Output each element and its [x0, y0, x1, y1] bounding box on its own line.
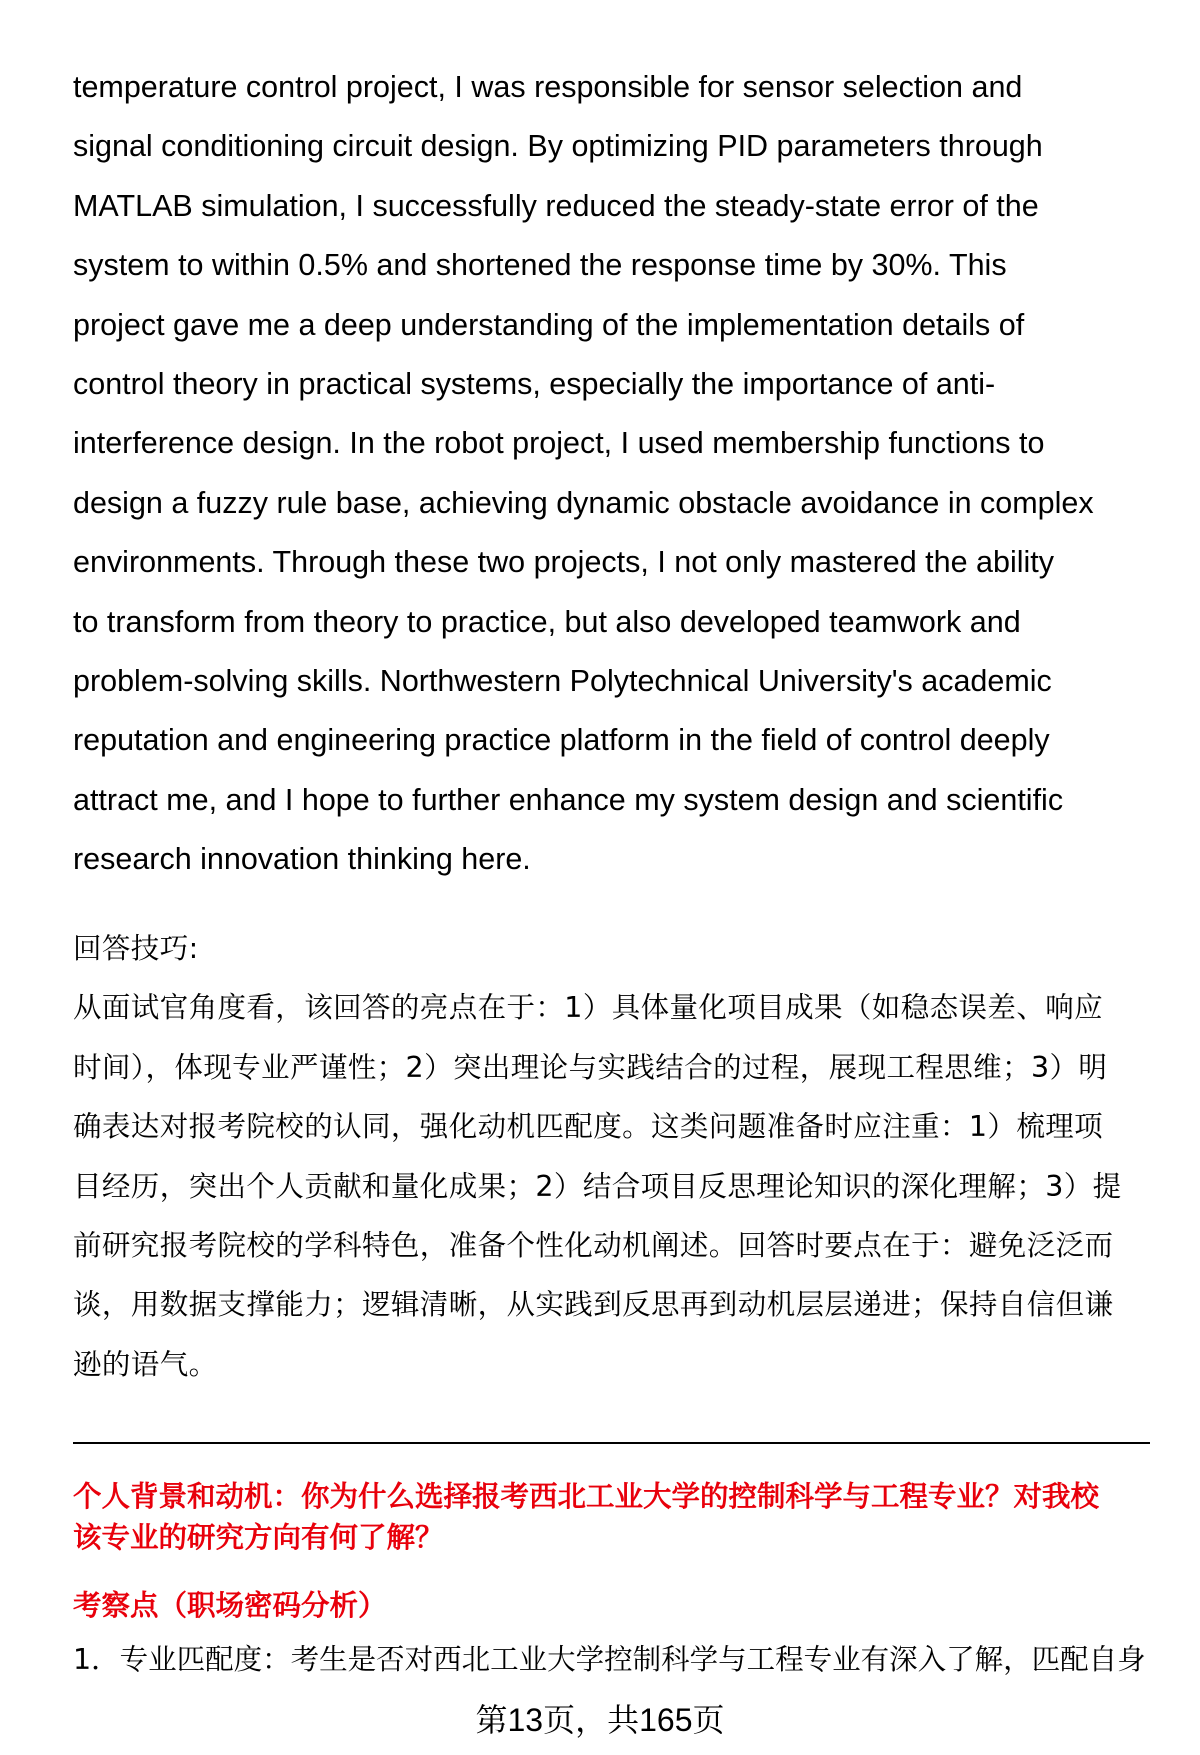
- answer-line: temperature control project, I was responsible for sensor selection and: [73, 70, 1023, 104]
- answer-line: system to within 0.5% and shortened the response time by 30%. This: [73, 248, 1007, 283]
- page-footer: 第13页，共165页: [475, 1702, 725, 1738]
- question-line: 个人背景和动机：你为什么选择报考西北工业大学的控制科学与工程专业？对我校: [73, 1480, 1100, 1513]
- section-heading-text: 考察点（职场密码分析）: [73, 1589, 387, 1622]
- answer-line: design a fuzzy rule base, achieving dynamic obstacle avoidance in complex: [73, 485, 1094, 520]
- tips-line: 从面试官角度看，该回答的亮点在于：1）具体量化项目成果（如稳态误差、响应: [73, 991, 1104, 1025]
- answer-line: interference design. In the robot project, I used membership functions to: [73, 426, 1045, 461]
- tips-line: 目经历，突出个人贡献和量化成果；2）结合项目反思理论知识的深化理解；3）提: [73, 1169, 1122, 1203]
- tips-line: 确表达对报考院校的认同，强化动机匹配度。这类问题准备时应注重：1）梳理项: [73, 1110, 1104, 1144]
- tips-line: 逊的语气。: [73, 1347, 218, 1381]
- question-line: 该专业的研究方向有何了解？: [73, 1521, 444, 1554]
- section-heading: [73, 1585, 387, 1626]
- cut-off-line: 1．专业匹配度：考生是否对西北工业大学控制科学与工程专业有深入了解，匹配自身: [73, 1643, 1146, 1676]
- tips-line: 谈，用数据支撑能力；逻辑清晰，从实践到反思再到动机层层递进；保持自信但谦: [73, 1288, 1114, 1322]
- answer-line: reputation and engineering practice platform in the field of control deeply: [73, 723, 1050, 758]
- answer-line: research innovation thinking here.: [73, 842, 531, 877]
- answer-line: signal conditioning circuit design. By optimizing PID parameters through: [73, 129, 1043, 164]
- tips-section: [73, 919, 1122, 1394]
- answer-line: project gave me a deep understanding of the implementation details of: [73, 307, 1025, 342]
- answer-line: problem-solving skills. Northwestern Polytechnical University's academic: [73, 663, 1052, 698]
- answer-line: environments. Through these two projects, I not only mastered the ability: [73, 545, 1055, 580]
- answer-line: to transform from theory to practice, but also developed teamwork and: [73, 604, 1021, 639]
- answer-line: MATLAB simulation, I successfully reduced the steady-state error of the: [73, 188, 1039, 223]
- tips-line: 时间），体现专业严谨性；2）突出理论与实践结合的过程，展现工程思维；3）明: [73, 1050, 1108, 1084]
- answer-line: attract me, and I hope to further enhance my system design and scientific: [73, 782, 1064, 817]
- question-heading: [73, 1476, 1099, 1558]
- section-divider: [73, 1442, 1150, 1444]
- tips-line: 前研究报考院校的学科特色，准备个性化动机阐述。回答时要点在于：避免泛泛而: [73, 1228, 1114, 1262]
- answer-line: control theory in practical systems, especially the importance of anti-: [73, 366, 996, 401]
- tips-label: 回答技巧:: [73, 932, 199, 965]
- answer-paragraph: [73, 58, 1094, 889]
